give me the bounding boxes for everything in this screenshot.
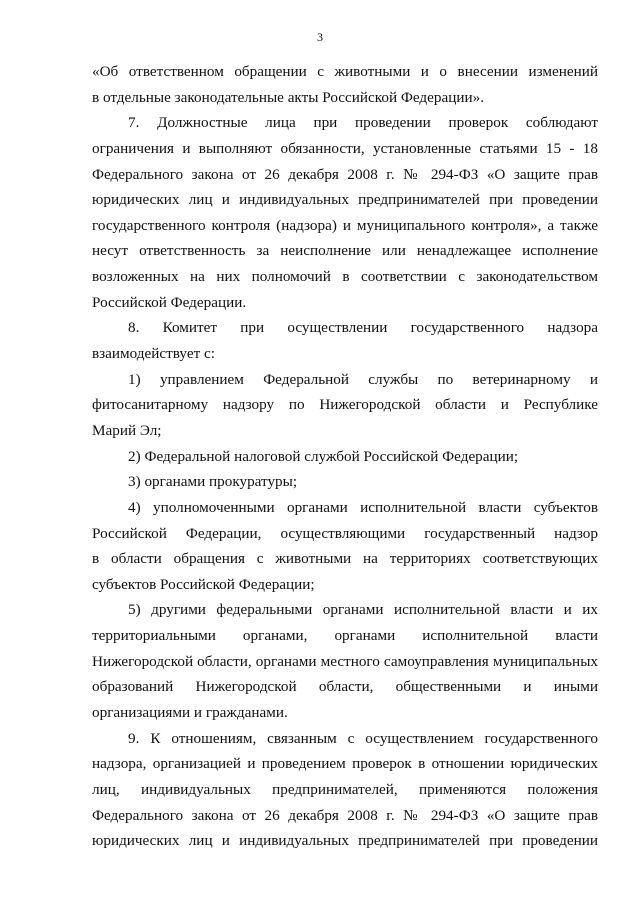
text-line: надзора, организацией и проведением проверок в отношении юридических: [92, 755, 598, 773]
text-line: территориальными органами, органами исполнительной власти: [92, 627, 598, 645]
text-line: Нижегородской области, органами местного самоуправления муниципальных: [92, 652, 598, 670]
text-line: Федерального закона от 26 декабря 2008 г. № 294-ФЗ «О защите прав: [92, 165, 598, 183]
text-line: 2) Федеральной налоговой службой Российской Федерации;: [128, 447, 519, 465]
text-line: взаимодействует с:: [92, 345, 215, 363]
page-number: 3: [317, 30, 323, 44]
text-line: 5) другими федеральными органами исполнительной власти и их: [128, 601, 598, 619]
text-line: несут ответственность за неисполнение или ненадлежащее исполнение: [92, 242, 598, 260]
text-line: возложенных на них полномочий в соответствии с законодательством: [92, 268, 598, 286]
text-line: лиц, индивидуальных предпринимателей, применяются положения: [92, 780, 598, 798]
text-line: в отдельные законодательные акты Российской Федерации».: [92, 88, 485, 106]
text-line: организациями и гражданами.: [92, 704, 288, 722]
text-line: образований Нижегородской области, общественными и иными: [92, 678, 598, 696]
text-line: 4) уполномоченными органами исполнительной власти субъектов: [128, 498, 598, 516]
text-line: Российской Федерации, осуществляющими государственный надзор: [92, 524, 598, 542]
text-line: 8. Комитет при осуществлении государственного надзора: [128, 319, 598, 337]
text-line: в области обращения с животными на территориях соответствующих: [92, 550, 598, 568]
text-line: ограничения и выполняют обязанности, установленные статьями 15 - 18: [92, 139, 598, 157]
text-line: 9. К отношениям, связанным с осуществлением государственного: [128, 729, 598, 747]
text-line: фитосанитарному надзору по Нижегородской области и Республике: [92, 396, 598, 414]
text-line: Российской Федерации.: [92, 293, 247, 311]
text-line: государственного контроля (надзора) и муниципального контроля», а также: [92, 216, 598, 234]
text-line: Марий Эл;: [92, 421, 162, 439]
text-line: 1) управлением Федеральной службы по ветеринарному и: [128, 370, 598, 388]
text-line: Федерального закона от 26 декабря 2008 г. № 294-ФЗ «О защите прав: [92, 806, 598, 824]
text-line: юридических лиц и индивидуальных предпринимателей при проведении: [92, 191, 598, 209]
text-line: «Об ответственном обращении с животными и о внесении изменений: [92, 63, 598, 80]
text-line: 3) органами прокуратуры;: [128, 473, 298, 491]
text-line: 7. Должностные лица при проведении проверок соблюдают: [128, 114, 598, 132]
text-line: юридических лиц и индивидуальных предпринимателей при проведении: [92, 832, 598, 850]
document-body: [92, 59, 598, 854]
text-line: субъектов Российской Федерации;: [92, 575, 315, 593]
